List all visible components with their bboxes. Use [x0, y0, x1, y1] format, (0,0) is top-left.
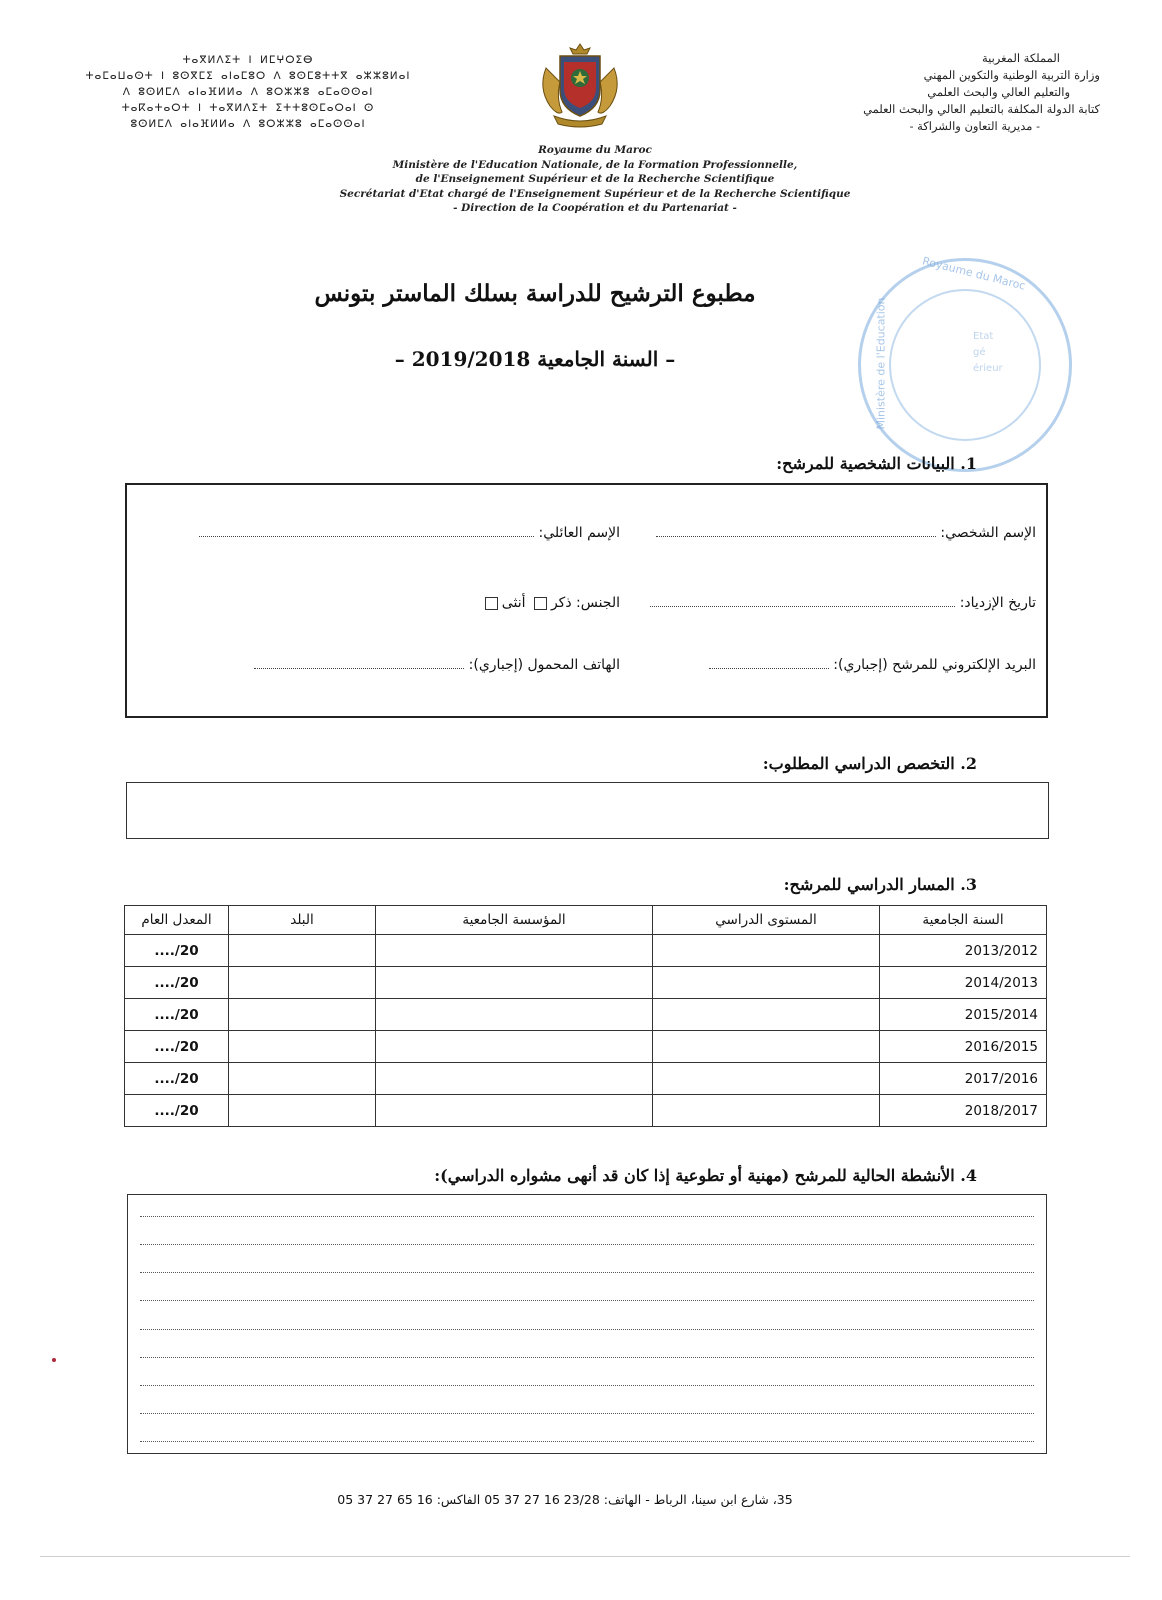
- year-cell: 2014/2013: [880, 967, 1047, 999]
- header-tifinagh-line: ⵜⴰⴽⴰⵜⴰⵔⵜ ⵏ ⵜⴰⴳⵍⴷⵉⵜ ⵉⵜⵜⵓⵙⵎⴰⵔⴰⵏ ⵙ: [121, 102, 375, 114]
- activities-dotted-line[interactable]: [140, 1385, 1034, 1386]
- level-cell[interactable]: [653, 1095, 880, 1127]
- personal-data-box: [125, 483, 1048, 718]
- country-cell[interactable]: [229, 967, 376, 999]
- header-french-line: Ministère de l'Education Nationale, de la Formation Professionnelle,: [392, 158, 798, 171]
- official-stamp: [858, 254, 1072, 472]
- header-french: [300, 143, 890, 216]
- level-cell[interactable]: [653, 1063, 880, 1095]
- email-field[interactable]: [709, 657, 1036, 673]
- table-row: [125, 1031, 1047, 1063]
- activities-dotted-line[interactable]: [140, 1413, 1034, 1414]
- footer-address: 35، شارع ابن سينا، الرباط - الهاتف: 23/28 16 27 37 05 الفاكس: 16 65 27 37 05: [337, 1492, 793, 1507]
- stamp-text-top: Royaume du Maroc: [920, 254, 1027, 293]
- activities-dotted-line[interactable]: [140, 1244, 1034, 1245]
- level-cell[interactable]: [653, 967, 880, 999]
- average-cell[interactable]: 20/....: [125, 935, 229, 967]
- country-cell[interactable]: [229, 1031, 376, 1063]
- level-cell[interactable]: [653, 999, 880, 1031]
- header-tifinagh: [78, 52, 418, 132]
- gender-label: الجنس:: [576, 595, 620, 611]
- column-header: المعدل العام: [125, 906, 229, 935]
- activities-dotted-line[interactable]: [140, 1272, 1034, 1273]
- stamp-inner-text: gé: [973, 347, 986, 358]
- header-french-line: - Direction de la Coopération et du Partenariat -: [453, 202, 737, 214]
- year-cell: 2017/2016: [880, 1063, 1047, 1095]
- column-header: البلد: [229, 906, 376, 935]
- column-header: المستوى الدراسي: [653, 906, 880, 935]
- header-arabic-line: كتابة الدولة المكلفة بالتعليم العالي والبحث العلمي: [863, 102, 1100, 116]
- stamp-text-side: Ministère de l'Education: [874, 297, 888, 430]
- institution-cell[interactable]: [376, 999, 653, 1031]
- table-row: [125, 967, 1047, 999]
- moroccan-coat-of-arms-icon: [532, 38, 628, 130]
- table-header-row: [125, 906, 1047, 935]
- institution-cell[interactable]: [376, 1095, 653, 1127]
- gender-female-label: أنثى: [501, 595, 526, 611]
- year-cell: 2018/2017: [880, 1095, 1047, 1127]
- phone-dotted-line[interactable]: [254, 667, 464, 669]
- level-cell[interactable]: [653, 1031, 880, 1063]
- country-cell[interactable]: [229, 999, 376, 1031]
- table-row: [125, 1063, 1047, 1095]
- last-name-dotted-line[interactable]: [199, 535, 534, 537]
- average-cell[interactable]: 20/....: [125, 967, 229, 999]
- first-name-dotted-line[interactable]: [656, 535, 936, 537]
- header-tifinagh-line: ⵜⴰⵎⴰⵡⴰⵙⵜ ⵏ ⵓⵙⴳⵎⵉ ⴰⵏⴰⵎⵓⵔ ⴷ ⵓⵙⵎⵓⵜⵜⴳ ⴰⵣⵣⵓⵍⴰⵏ: [85, 70, 411, 82]
- activities-dotted-line[interactable]: [140, 1329, 1034, 1330]
- section4-heading: 4. الأنشطة الحالية للمرشح (مهنية أو تطوعية إذا كان قد أنهى مشواره الدراسي):: [434, 1166, 977, 1185]
- section1-heading: 1. البيانات الشخصية للمرشح:: [776, 454, 977, 473]
- specialty-input-box[interactable]: [126, 782, 1049, 839]
- table-row: [125, 999, 1047, 1031]
- institution-cell[interactable]: [376, 935, 653, 967]
- male-checkbox[interactable]: [534, 597, 547, 610]
- header-arabic-line: والتعليم العالي والبحث العلمي: [927, 85, 1070, 99]
- country-cell[interactable]: [229, 1095, 376, 1127]
- activities-dotted-line[interactable]: [140, 1441, 1034, 1442]
- gender-field: [481, 595, 620, 611]
- country-cell[interactable]: [229, 935, 376, 967]
- stamp-inner-ring: [889, 289, 1041, 441]
- female-checkbox[interactable]: [485, 597, 498, 610]
- stamp-inner-text: érieur: [973, 363, 1003, 374]
- header-arabic-line: - مديرية التعاون والشراكة -: [909, 119, 1040, 133]
- column-header: السنة الجامعية: [880, 906, 1047, 935]
- activities-dotted-line[interactable]: [140, 1216, 1034, 1217]
- activities-dotted-line[interactable]: [140, 1300, 1034, 1301]
- header-tifinagh-line: ⴷ ⵓⵙⵍⵎⴷ ⴰⵏⴰⴼⵍⵍⴰ ⴷ ⵓⵔⵣⵣⵓ ⴰⵎⴰⵙⵙⴰⵏ: [122, 86, 374, 98]
- last-name-field[interactable]: [199, 525, 620, 541]
- header-tifinagh-line: ⵜⴰⴳⵍⴷⵉⵜ ⵏ ⵍⵎⵖⵔⵉⴱ: [182, 54, 314, 66]
- country-cell[interactable]: [229, 1063, 376, 1095]
- first-name-field[interactable]: [656, 525, 1036, 541]
- average-cell[interactable]: 20/....: [125, 1063, 229, 1095]
- activities-dotted-line[interactable]: [140, 1357, 1034, 1358]
- table-row: [125, 935, 1047, 967]
- average-cell[interactable]: 20/....: [125, 1095, 229, 1127]
- header-french-line: Royaume du Maroc: [538, 144, 652, 156]
- first-name-label: الإسم الشخصي:: [940, 525, 1036, 541]
- email-label: البريد الإلكتروني للمرشح (إجباري):: [833, 657, 1036, 673]
- institution-cell[interactable]: [376, 967, 653, 999]
- level-cell[interactable]: [653, 935, 880, 967]
- year-cell: 2016/2015: [880, 1031, 1047, 1063]
- form-title: مطبوع الترشيح للدراسة بسلك الماستر بتونس: [314, 280, 756, 307]
- birth-date-field[interactable]: [650, 595, 1036, 611]
- header-french-line: de l'Enseignement Supérieur et de la Recherche Scientifique: [415, 173, 775, 185]
- activities-box[interactable]: [127, 1194, 1047, 1454]
- page-bottom-rule: [40, 1556, 1130, 1557]
- phone-label: الهاتف المحمول (إجباري):: [468, 657, 620, 673]
- header-arabic-line: وزارة التربية الوطنية والتكوين المهني: [923, 68, 1100, 82]
- column-header: المؤسسة الجامعية: [376, 906, 653, 935]
- header-french-line: Secrétariat d'Etat chargé de l'Enseignement Supérieur et de la Recherche Scientifique: [339, 187, 851, 200]
- header-arabic-line: المملكة المغربية: [981, 51, 1060, 65]
- average-cell[interactable]: 20/....: [125, 1031, 229, 1063]
- section2-heading: 2. التخصص الدراسي المطلوب:: [762, 754, 977, 773]
- stamp-inner-text: Etat: [973, 331, 994, 342]
- academic-path-table: [124, 905, 1047, 1127]
- stray-mark: [52, 1358, 56, 1362]
- year-cell: 2015/2014: [880, 999, 1047, 1031]
- institution-cell[interactable]: [376, 1063, 653, 1095]
- birth-date-label: تاريخ الإزدياد:: [959, 595, 1036, 611]
- birth-date-dotted-line[interactable]: [650, 605, 955, 607]
- average-cell[interactable]: 20/....: [125, 999, 229, 1031]
- academic-year-subtitle: – السنة الجامعية 2019/2018 –: [394, 347, 676, 371]
- last-name-label: الإسم العائلي:: [538, 525, 620, 541]
- gender-male-label: ذكر: [550, 595, 572, 611]
- header-tifinagh-line: ⵓⵙⵍⵎⴷ ⴰⵏⴰⴼⵍⵍⴰ ⴷ ⵓⵔⵣⵣⵓ ⴰⵎⴰⵙⵙⴰⵏ: [130, 118, 366, 130]
- email-dotted-line[interactable]: [709, 667, 829, 669]
- table-row: [125, 1095, 1047, 1127]
- phone-field[interactable]: [254, 657, 620, 673]
- header-arabic: [770, 50, 1100, 135]
- institution-cell[interactable]: [376, 1031, 653, 1063]
- year-cell: 2013/2012: [880, 935, 1047, 967]
- section3-heading: 3. المسار الدراسي للمرشح:: [783, 875, 977, 894]
